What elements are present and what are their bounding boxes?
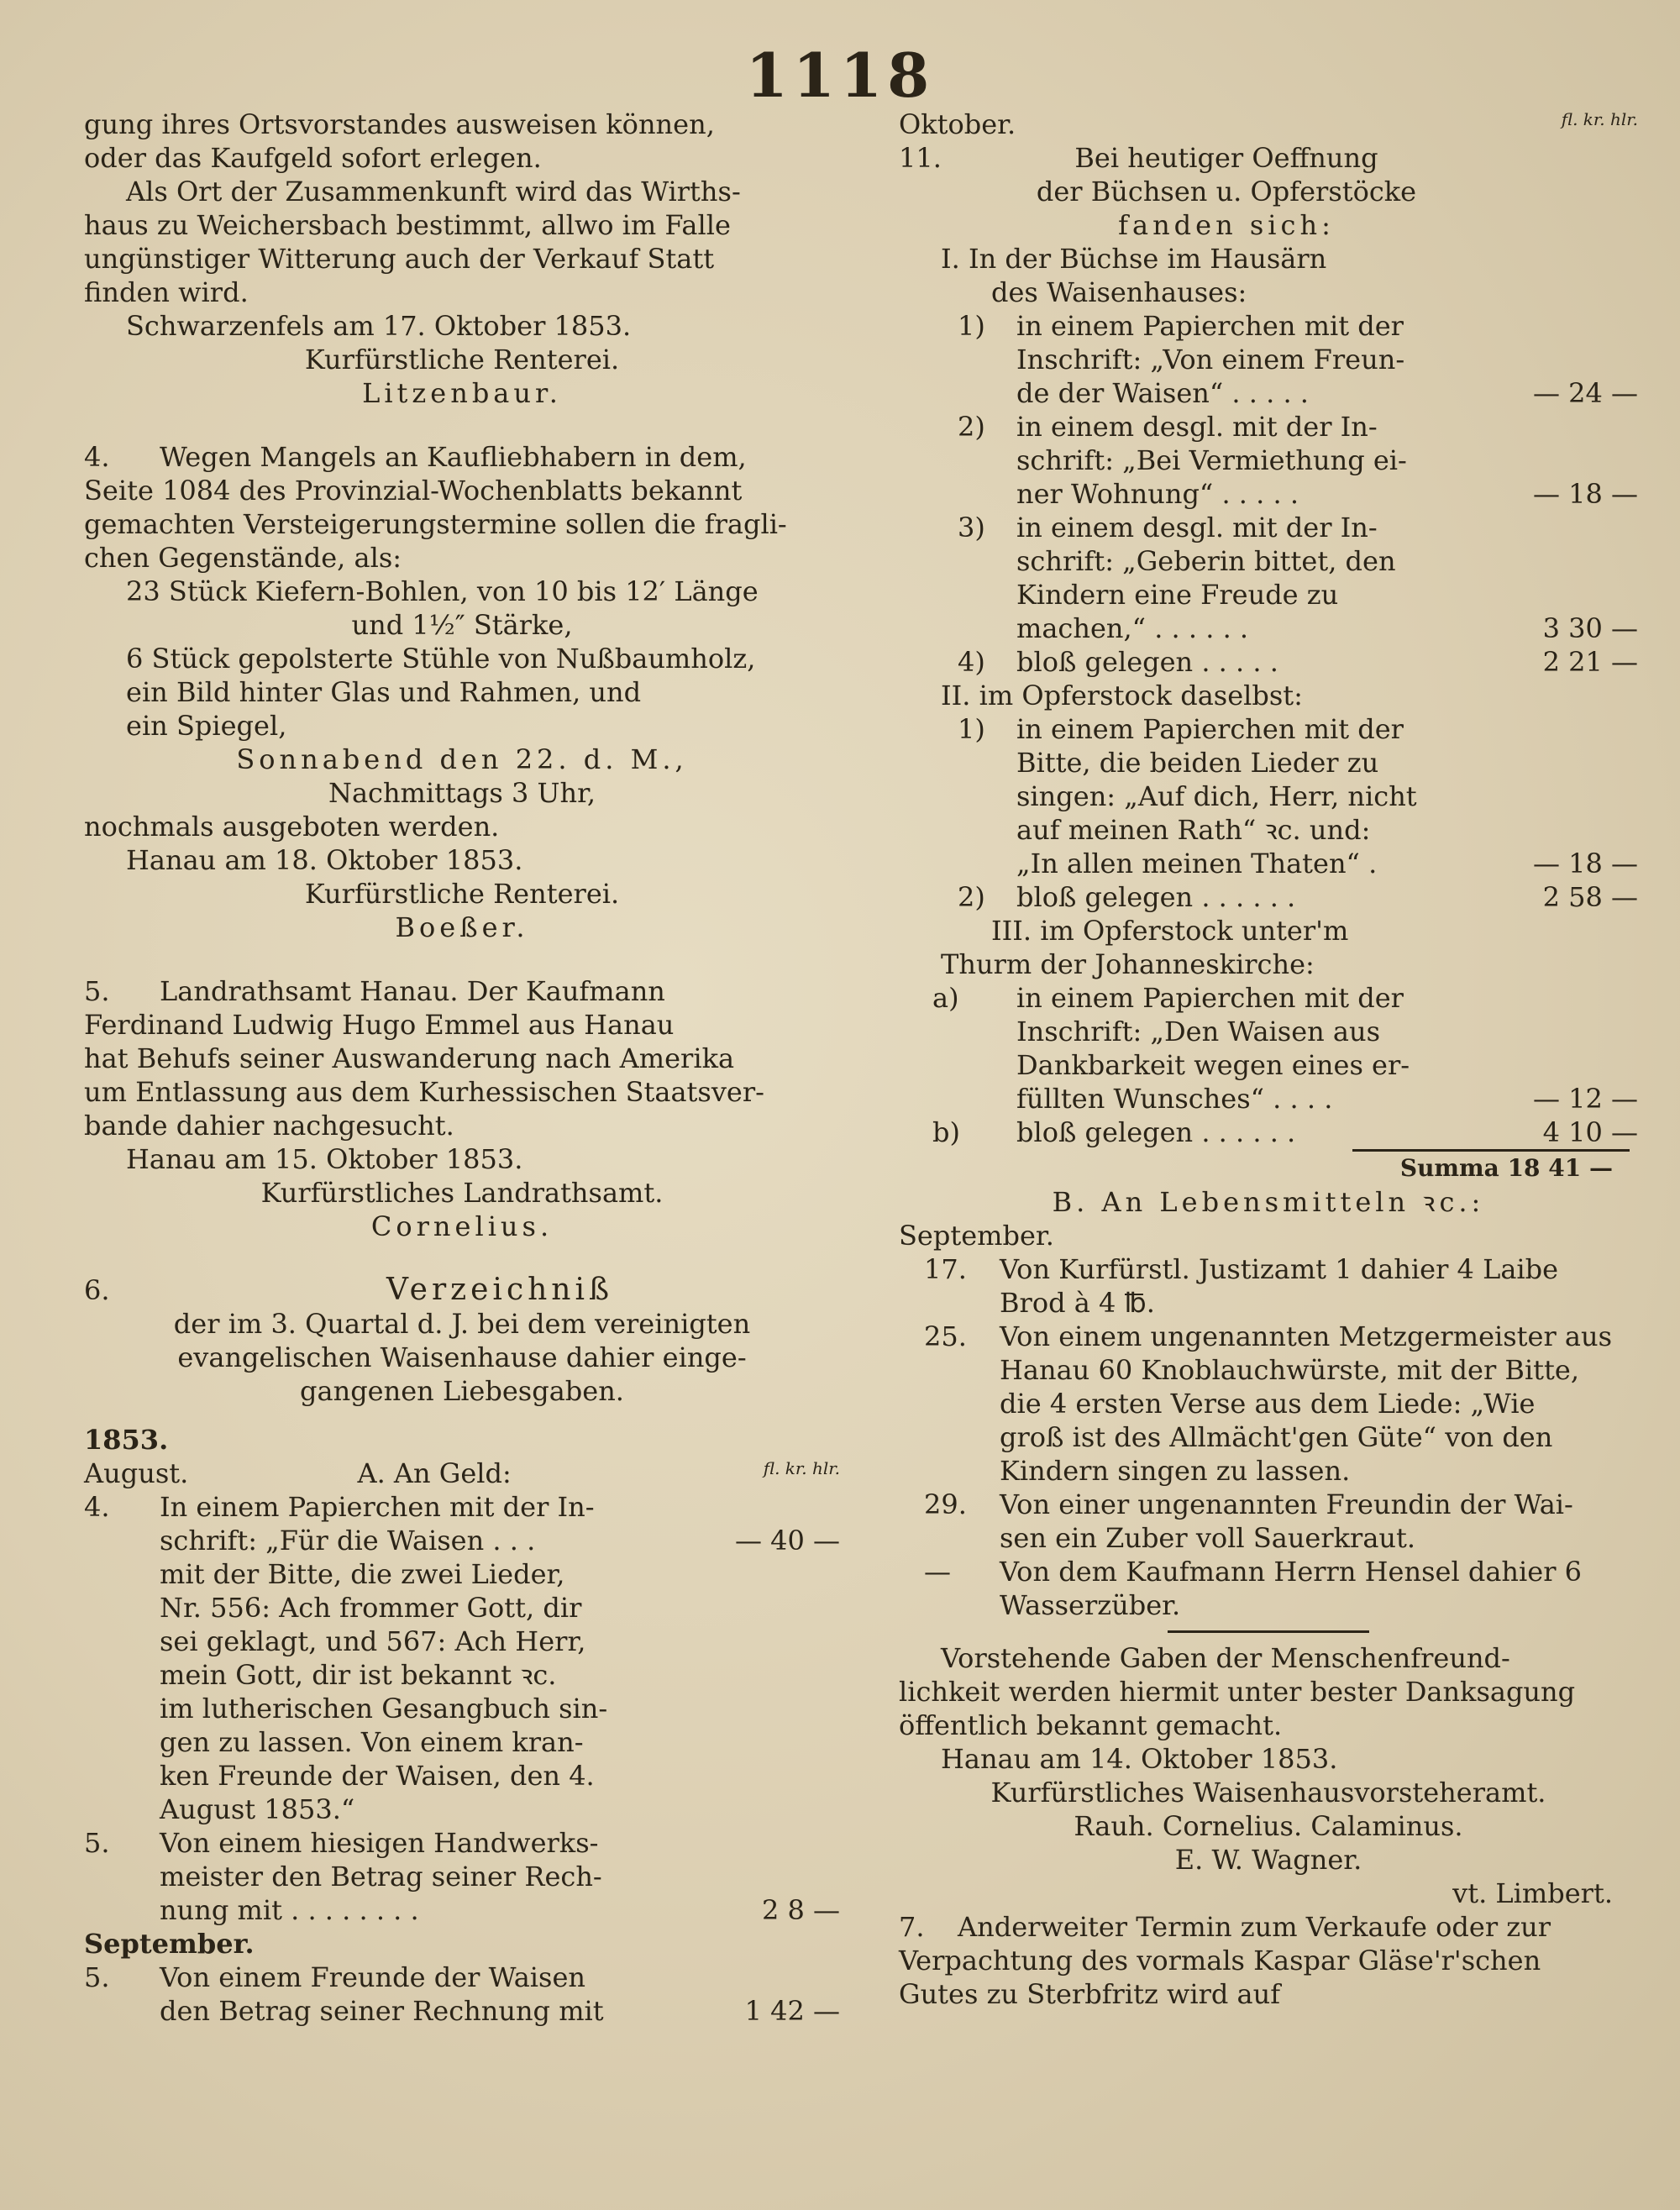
- goods-entry: [899, 1252, 1638, 1320]
- list-subtitle: der im 3. Quartal d. J. bei dem vereinigten: [173, 1308, 751, 1340]
- text-line: ner Wohnung“ . . . . .: [1016, 478, 1299, 510]
- goods-entry: [899, 1320, 1638, 1488]
- text-line: Von einem ungenannten Metzgermeister aus: [1000, 1320, 1613, 1352]
- text-line: schrift: „Bei Vermiethung ei-: [1016, 444, 1407, 476]
- text-line: lichkeit werden hiermit unter bester Danksagung: [899, 1676, 1576, 1708]
- signers: vt. Limbert.: [1452, 1877, 1613, 1909]
- text-line: Von Kurfürstl. Justizamt 1 dahier 4 Laibe: [1000, 1253, 1559, 1285]
- text-line: Wasserzüber.: [1000, 1589, 1181, 1621]
- text-line: füllten Wunsches“ . . . .: [1016, 1083, 1333, 1115]
- text-line: Bitte, die beiden Lieder zu: [1016, 747, 1379, 779]
- text-line: sen ein Zuber voll Sauerkraut.: [1000, 1522, 1416, 1554]
- amount: 2 8 —: [761, 1894, 840, 1926]
- entry-number: 25.: [924, 1320, 967, 1352]
- box-item: [899, 880, 1638, 914]
- text-line: Von einer ungenannten Freundin der Wai-: [1000, 1488, 1573, 1520]
- box-item: [899, 645, 1638, 679]
- amount: — 40 —: [734, 1525, 840, 1556]
- month-label: September.: [84, 1928, 255, 1960]
- item-line: ein Bild hinter Glas und Rahmen, und: [126, 676, 642, 708]
- text-line: fanden sich:: [1118, 209, 1335, 241]
- office-name: Kurfürstliches Waisenhausvorsteheramt.: [990, 1777, 1546, 1808]
- text-line: in einem Papierchen mit der: [1016, 310, 1404, 342]
- text-line: Inschrift: „Von einem Freun-: [1016, 344, 1405, 375]
- text-line: de der Waisen“ . . . . .: [1016, 377, 1309, 409]
- text-line: ungünstiger Witterung auch der Verkauf Statt: [84, 243, 715, 275]
- text-line: gung ihres Ortsvorstandes ausweisen können,: [84, 108, 715, 140]
- list-title: Verzeichniß: [386, 1273, 614, 1307]
- amount: 2 58 —: [1542, 881, 1638, 913]
- text-line: meister den Betrag seiner Rech-: [160, 1861, 602, 1892]
- text-line: in einem Papierchen mit der: [1016, 713, 1404, 745]
- amount: — 18 —: [1532, 848, 1638, 879]
- office-name: Kurfürstliche Renterei.: [304, 878, 620, 910]
- currency-units: fl. kr. hlr.: [763, 1458, 840, 1478]
- office-name: Kurfürstliche Renterei.: [304, 344, 620, 375]
- text-line: gen zu lassen. Von einem kran-: [160, 1726, 584, 1758]
- text-line: In einem Papierchen mit der In-: [160, 1491, 595, 1523]
- entry-number: 17.: [924, 1253, 967, 1285]
- section-heading: III. im Opferstock unter'm: [991, 915, 1349, 947]
- notice-number: 6.: [84, 1274, 110, 1306]
- text-line: Ferdinand Ludwig Hugo Emmel aus Hanau: [84, 1009, 675, 1041]
- text-line: singen: „Auf dich, Herr, nicht: [1016, 780, 1417, 812]
- text-line: Von einem hiesigen Handwerks-: [160, 1827, 599, 1859]
- text-line: gemachten Versteigerungstermine sollen die fragli-: [84, 508, 787, 540]
- text-line: mein Gott, dir ist bekannt ꝛc.: [160, 1659, 557, 1691]
- place-date: Hanau am 15. Oktober 1853.: [126, 1143, 523, 1175]
- text-line: um Entlassung aus dem Kurhessischen Staatsver-: [84, 1076, 764, 1108]
- notice-number: 7.: [899, 1911, 925, 1943]
- left-column: [84, 108, 840, 2028]
- item-line: 6 Stück gepolsterte Stühle von Nußbaumholz,: [126, 643, 756, 675]
- place-date: Hanau am 18. Oktober 1853.: [126, 844, 523, 876]
- text-line: öffentlich bekannt gemacht.: [899, 1709, 1283, 1741]
- text-line: die 4 ersten Verse aus dem Liede: „Wie: [1000, 1388, 1536, 1420]
- amount: 4 10 —: [1542, 1116, 1638, 1148]
- text-line: Von einem Freunde der Waisen: [160, 1961, 585, 1993]
- entry-number: —: [924, 1556, 951, 1588]
- amount: 1 42 —: [744, 1995, 840, 2027]
- year-label: 1853.: [84, 1424, 169, 1456]
- text-line: Gutes zu Sterbfritz wird auf: [899, 1978, 1281, 2010]
- text-line: sei geklagt, und 567: Ach Herr,: [160, 1625, 586, 1657]
- text-line: Vorstehende Gaben der Menschenfreund-: [941, 1642, 1510, 1674]
- section-heading: Thurm der Johanneskirche:: [941, 948, 1315, 980]
- section-heading: II. im Opferstock daselbst:: [941, 680, 1303, 711]
- text-line: nung mit . . . . . . . .: [160, 1894, 419, 1926]
- office-name: Kurfürstliches Landrathsamt.: [260, 1177, 664, 1209]
- notice-4: [84, 440, 840, 944]
- item-number: 1): [958, 310, 985, 342]
- month-label: September.: [899, 1220, 1054, 1252]
- text-line: Hanau 60 Knoblauchwürste, mit der Bitte,: [1000, 1354, 1579, 1386]
- entry-number: 5.: [84, 1827, 110, 1859]
- text-line: bloß gelegen . . . . . .: [1016, 1116, 1296, 1148]
- sum-total: Summa 18 41 —: [1399, 1154, 1613, 1182]
- box-item: [899, 511, 1638, 645]
- text-line: August 1853.“: [160, 1793, 355, 1825]
- text-line: schrift: „Für die Waisen . . .: [160, 1525, 536, 1556]
- text-line: ken Freunde der Waisen, den 4.: [160, 1760, 595, 1792]
- currency-units: fl. kr. hlr.: [1561, 109, 1638, 129]
- text-line: Anderweiter Termin zum Verkaufe oder zur: [958, 1911, 1551, 1943]
- notice-number: 5.: [84, 975, 110, 1007]
- closing-statement: [899, 1641, 1638, 1910]
- text-line: Als Ort der Zusammenkunft wird das Wirths-: [126, 176, 741, 207]
- item-line: 23 Stück Kiefern-Bohlen, von 10 bis 12′ Länge: [126, 575, 759, 607]
- amount: — 18 —: [1532, 478, 1638, 510]
- month-label: Oktober.: [899, 108, 1016, 140]
- text-line: finden wird.: [84, 276, 249, 308]
- text-line: in einem desgl. mit der In-: [1016, 512, 1378, 543]
- notice-5: [84, 974, 840, 1243]
- text-line: Brod à 4 ℔.: [1000, 1287, 1155, 1319]
- box-item: [899, 1115, 1638, 1149]
- text-line: Kindern eine Freude zu: [1016, 579, 1339, 611]
- text-line: Bei heutiger Oeffnung: [1074, 142, 1378, 174]
- list-subtitle: gangenen Liebesgaben.: [300, 1375, 624, 1407]
- amount: 2 21 —: [1542, 646, 1638, 678]
- text-line: oder das Kaufgeld sofort erlegen.: [84, 142, 542, 174]
- box-item: [899, 410, 1638, 511]
- notice-7: [899, 1910, 1638, 2011]
- donation-entry: [84, 1826, 840, 1927]
- notice-6: [84, 1273, 840, 2028]
- text-line: Wegen Mangels an Kaufliebhabern in dem,: [160, 441, 747, 473]
- text-line: bloß gelegen . . . . . .: [1016, 881, 1296, 913]
- text-line: in einem Papierchen mit der: [1016, 982, 1404, 1014]
- text-line: bande dahier nachgesucht.: [84, 1110, 454, 1142]
- text-line: Verpachtung des vormals Kaspar Gläse'r'schen: [899, 1945, 1541, 1976]
- text-line: Kindern singen zu lassen.: [1000, 1455, 1351, 1487]
- goods-entry: [899, 1555, 1638, 1622]
- text-line: Von dem Kaufmann Herrn Hensel dahier 6: [1000, 1556, 1583, 1588]
- continued-notice: [84, 108, 840, 410]
- entry-number: 29.: [924, 1488, 967, 1520]
- auction-time: Nachmittags 3 Uhr,: [328, 777, 596, 809]
- text-line: „In allen meinen Thaten“ .: [1016, 848, 1378, 879]
- amount: 3 30 —: [1542, 612, 1638, 644]
- item-number: a): [932, 982, 959, 1014]
- signer: Boeßer.: [395, 911, 529, 943]
- text-line: Landrathsamt Hanau. Der Kaufmann: [160, 975, 665, 1007]
- text-line: den Betrag seiner Rechnung mit: [160, 1995, 604, 2027]
- signers: Rauh. Cornelius. Calaminus.: [1074, 1810, 1463, 1842]
- text-line: machen,“ . . . . . .: [1016, 612, 1249, 644]
- signer: Litzenbaur.: [362, 377, 562, 409]
- notice-number: 4.: [84, 441, 110, 473]
- item-line: ein Spiegel,: [126, 710, 287, 742]
- box-item: [899, 309, 1638, 410]
- text-line: im lutherischen Gesangbuch sin-: [160, 1693, 608, 1724]
- text-line: mit der Bitte, die zwei Lieder,: [160, 1558, 565, 1590]
- text-line: Seite 1084 des Provinzial-Wochenblatts bekannt: [84, 475, 743, 507]
- text-line: chen Gegenstände, als:: [84, 542, 402, 574]
- item-line: und 1½″ Stärke,: [351, 609, 573, 641]
- section-heading: A. An Geld:: [357, 1457, 512, 1489]
- text-line: auf meinen Rath“ ꝛc. und:: [1016, 814, 1371, 846]
- text-line: Nr. 556: Ach frommer Gott, dir: [160, 1592, 582, 1624]
- page-number: 1118: [745, 39, 935, 111]
- month-label: August.: [84, 1457, 189, 1489]
- text-line: Dankbarkeit wegen eines er-: [1016, 1049, 1410, 1081]
- box-item: [899, 981, 1638, 1115]
- separator-rule: [1168, 1630, 1369, 1633]
- box-item: [899, 712, 1638, 880]
- text-line: nochmals ausgeboten werden.: [84, 811, 500, 843]
- amount: — 24 —: [1532, 377, 1638, 409]
- section-heading: B. An Lebensmitteln ꝛc.:: [1052, 1186, 1485, 1218]
- text-line: schrift: „Geberin bittet, den: [1016, 545, 1396, 577]
- section-heading: des Waisenhauses:: [991, 276, 1247, 308]
- donation-entry: [84, 1490, 840, 1826]
- item-number: 4): [958, 646, 985, 678]
- text-line: hat Behufs seiner Auswanderung nach Amerika: [84, 1042, 735, 1074]
- auction-date: Sonnabend den 22. d. M.,: [236, 743, 688, 775]
- signer: Cornelius.: [370, 1210, 554, 1242]
- text-line: haus zu Weichersbach bestimmt, allwo im Falle: [84, 209, 731, 241]
- text-line: in einem desgl. mit der In-: [1016, 411, 1378, 443]
- signers: E. W. Wagner.: [1174, 1844, 1362, 1876]
- text-line: groß ist des Allmächt'gen Güte“ von den: [1000, 1421, 1553, 1453]
- donation-entry: [84, 1961, 840, 2028]
- entry-number: 4.: [84, 1491, 110, 1523]
- item-number: 1): [958, 713, 985, 745]
- item-number: b): [932, 1116, 960, 1148]
- text-line: bloß gelegen . . . . .: [1016, 646, 1278, 678]
- goods-entry: [899, 1488, 1638, 1555]
- text-line: Inschrift: „Den Waisen aus: [1016, 1016, 1381, 1047]
- right-column: [899, 108, 1638, 2011]
- place-date: Hanau am 14. Oktober 1853.: [941, 1743, 1338, 1775]
- place-date: Schwarzenfels am 17. Oktober 1853.: [126, 310, 632, 342]
- item-number: 3): [958, 512, 985, 543]
- list-subtitle: evangelischen Waisenhause dahier einge-: [177, 1341, 747, 1373]
- item-number: 2): [958, 881, 985, 913]
- entry-number: 11.: [899, 142, 942, 174]
- section-heading: I. In der Büchse im Hausärn: [941, 243, 1327, 275]
- item-number: 2): [958, 411, 985, 443]
- amount: — 12 —: [1532, 1083, 1638, 1115]
- entry-number: 5.: [84, 1961, 110, 1993]
- text-line: der Büchsen u. Opferstöcke: [1036, 176, 1417, 207]
